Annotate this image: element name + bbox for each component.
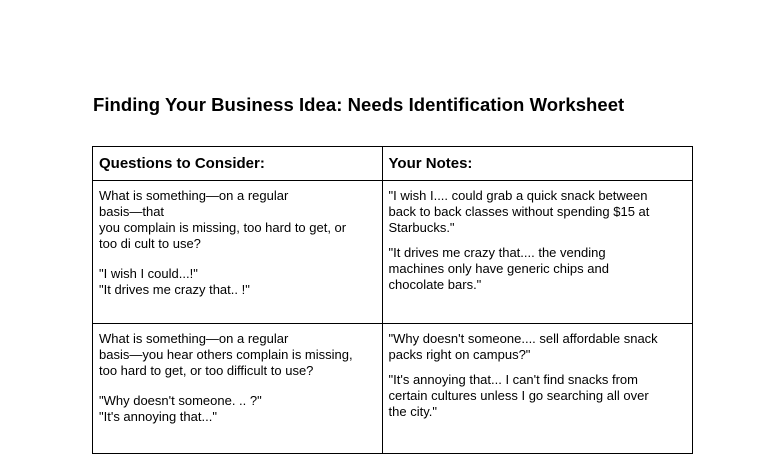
- question-line: What is something—on a regular: [99, 331, 289, 346]
- question-cell: [93, 324, 383, 453]
- notes-cell: [383, 324, 693, 453]
- note-line: "It drives me crazy that.... the vending: [388, 245, 606, 260]
- note-line: "Why doesn't someone.... sell affordable snack: [388, 331, 658, 346]
- question-line: too di cult to use?: [99, 236, 201, 251]
- note-line: Starbucks.": [388, 220, 455, 235]
- header-notes: Your Notes:: [383, 147, 693, 180]
- note-line: "It's annoying that... I can't find snacks from: [388, 372, 638, 387]
- note-line: chocolate bars.": [388, 277, 482, 292]
- question-line: too hard to get, or too difficult to use?: [99, 363, 314, 378]
- note-line: the city.": [388, 404, 437, 419]
- question-cell: [93, 181, 383, 323]
- table-header-row: [93, 147, 693, 181]
- table-row: [93, 181, 693, 324]
- prompt-line: "It's annoying that...": [99, 409, 217, 424]
- worksheet-table: [92, 146, 693, 454]
- table-row: [93, 324, 693, 454]
- question-line: basis—you hear others complain is missing,: [99, 347, 353, 362]
- header-questions: Questions to Consider:: [93, 147, 383, 180]
- note-line: back to back classes without spending $15 at: [388, 204, 650, 219]
- question-line: you complain is missing, too hard to get, or: [99, 220, 347, 235]
- prompt-line: "Why doesn't someone. .. ?": [99, 393, 262, 408]
- question-line: What is something—on a regular: [99, 188, 289, 203]
- prompt-line: "It drives me crazy that.. !": [99, 282, 250, 297]
- worksheet-title: Finding Your Business Idea: Needs Identification Worksheet: [93, 94, 625, 115]
- note-line: machines only have generic chips and: [388, 261, 609, 276]
- note-line: certain cultures unless I go searching all over: [388, 388, 649, 403]
- prompt-line: "I wish I could...!": [99, 266, 198, 281]
- note-line: packs right on campus?": [388, 347, 531, 362]
- notes-cell: [383, 181, 693, 323]
- question-line: basis—that: [99, 204, 165, 219]
- note-line: "I wish I.... could grab a quick snack between: [388, 188, 648, 203]
